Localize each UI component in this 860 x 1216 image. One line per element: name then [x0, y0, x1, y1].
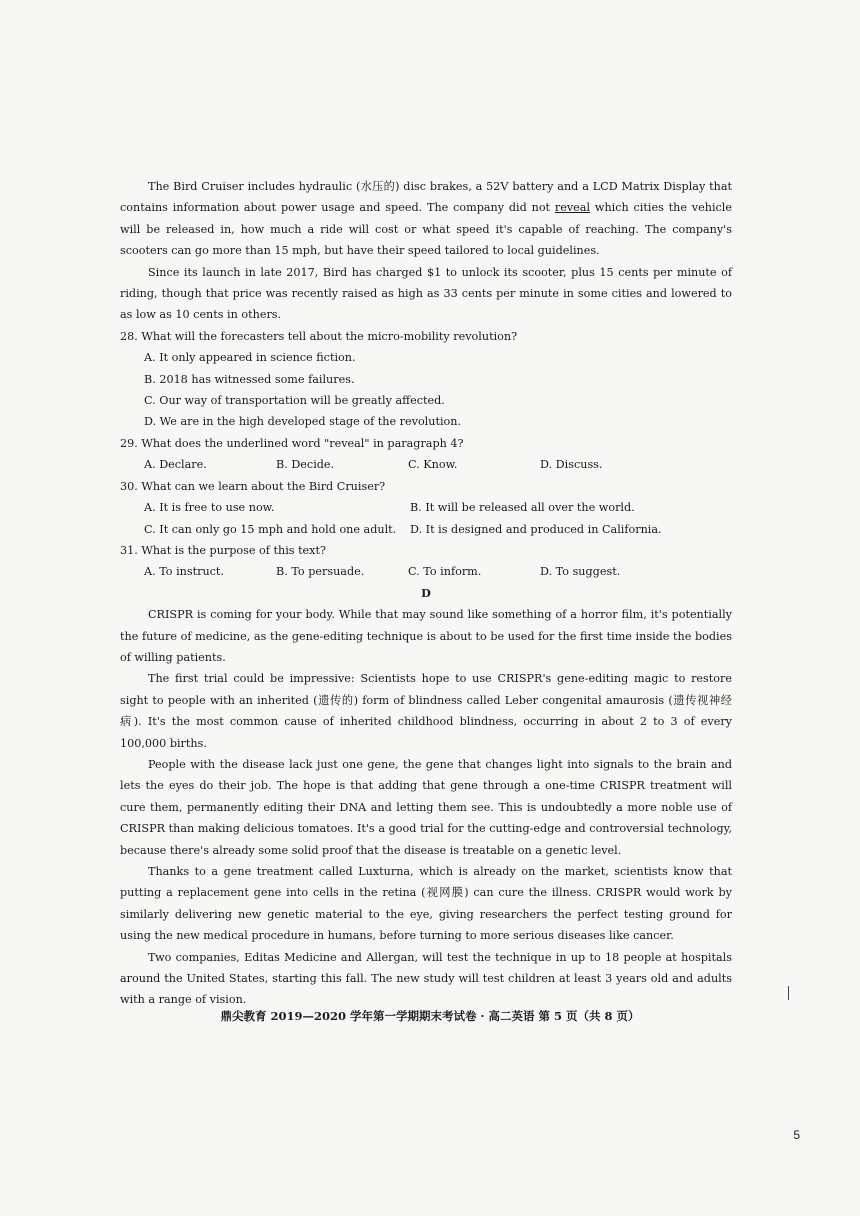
options-row — [120, 497, 732, 518]
options-row — [120, 454, 732, 475]
passage-d-paragraph-4: Thanks to a gene treatment called Luxturna, which is already on the market, scientists know that putting a replacement gene into cells in the retina (视网膜) can cure the illness. CRISPR would work by similarly delivering new genetic material to the eye, giving researchers the perfect testing ground for using the new medical procedure in humans, before turning to more serious diseases like cancer. — [120, 865, 732, 943]
option-c: C. To inform. — [408, 565, 482, 579]
margin-mark — [788, 986, 789, 1000]
option-c: C. Know. — [408, 458, 458, 472]
passage-c-paragraph-1 — [120, 176, 732, 262]
option-a — [120, 347, 732, 368]
option-b — [120, 369, 732, 390]
option-d: D. To suggest. — [540, 565, 621, 579]
passage-d-paragraph-1: CRISPR is coming for your body. While that may sound like something of a horror film, it's potentially the future of medicine, as the gene-editing technique is about to be used for the first time inside the bodies of willing patients. — [120, 608, 732, 664]
option-b: B. It will be released all over the world. — [410, 501, 635, 515]
text-span: The Bird Cruiser includes hydraulic (水压的) disc brakes, a 52V battery and a LCD Matrix Display that contains information about power usage and speed. The company did not — [120, 180, 732, 215]
option-a: A. Declare. — [144, 458, 207, 472]
option-a: A. To instruct. — [144, 565, 224, 579]
question-stem: 31. What is the purpose of this text? — [120, 543, 326, 557]
text-span: which cities the vehicle will be released in, how much a ride will cost or what speed it's capable of reaching. The company's scooters can go more than 15 mph, but have their speed tailored to local guidelines. — [120, 201, 732, 258]
page-number: 5 — [793, 1128, 800, 1142]
passage-d-paragraph-2: The first trial could be impressive: Scientists hope to use CRISPR's gene-editing magic to restore sight to people with an inherited (遗传的) form of blindness called Leber congenital amaurosis (遗传视神经病). It's the most common cause of inherited childhood blindness, occurring in about 2 to 3 of every 100,000 births. — [120, 672, 732, 750]
option-a: A. It is free to use now. — [144, 501, 275, 515]
option-c: C. It can only go 15 mph and hold one adult. — [144, 522, 397, 536]
question-stem: 29. What does the underlined word "reveal" in paragraph 4? — [120, 436, 464, 450]
option-b: B. Decide. — [276, 458, 335, 472]
question-stem: 30. What can we learn about the Bird Cruiser? — [120, 479, 386, 493]
options-row — [120, 519, 732, 540]
question-30 — [120, 476, 732, 540]
exam-content — [120, 176, 732, 1011]
question-28 — [120, 326, 732, 433]
option-text: A. It only appeared in science fiction. — [144, 351, 356, 365]
page-footer: 鼎尖教育 2019—2020 学年第一学期期末考试卷 · 高二英语 第 5 页（共 8 页） — [220, 1009, 640, 1023]
passage-d-paragraph-5: Two companies, Editas Medicine and Allergan, will test the technique in up to 18 people at hospitals around the United States, starting this fall. The new study will test children at least 3 years old and adults with a range of vision. — [120, 950, 732, 1007]
option-text: B. 2018 has witnessed some failures. — [144, 372, 355, 386]
section-heading-d: D — [421, 585, 431, 600]
option-text: D. We are in the high developed stage of the revolution. — [144, 415, 462, 429]
option-text: C. Our way of transportation will be greatly affected. — [144, 394, 445, 408]
option-d: D. It is designed and produced in California. — [410, 522, 662, 536]
passage-d-paragraph-3: People with the disease lack just one gene, the gene that changes light into signals to the brain and lets the eyes do their job. The hope is that adding that gene through a one-time CRISPR treatment will cure them, permanently editing their DNA and letting them see. This is undoubtedly a more noble use of CRISPR than making delicious tomatoes. It's a good trial for the cutting-edge and controversial technology, because there's already some solid proof that the disease is treatable on a genetic level. — [120, 757, 732, 857]
underlined-word: reveal — [554, 201, 591, 215]
option-d — [120, 411, 732, 432]
question-29 — [120, 433, 732, 476]
question-31 — [120, 540, 732, 583]
options-row — [120, 561, 732, 582]
option-d: D. Discuss. — [540, 458, 603, 472]
option-c — [120, 390, 732, 411]
question-stem: 28. What will the forecasters tell about the micro-mobility revolution? — [120, 329, 518, 343]
option-b: B. To persuade. — [276, 565, 365, 579]
passage-c-paragraph-2: Since its launch in late 2017, Bird has charged $1 to unlock its scooter, plus 15 cents per minute of riding, though that price was recently raised as high as 33 cents per minute in some cities and lowered to as low as 10 cents in others. — [120, 265, 732, 322]
